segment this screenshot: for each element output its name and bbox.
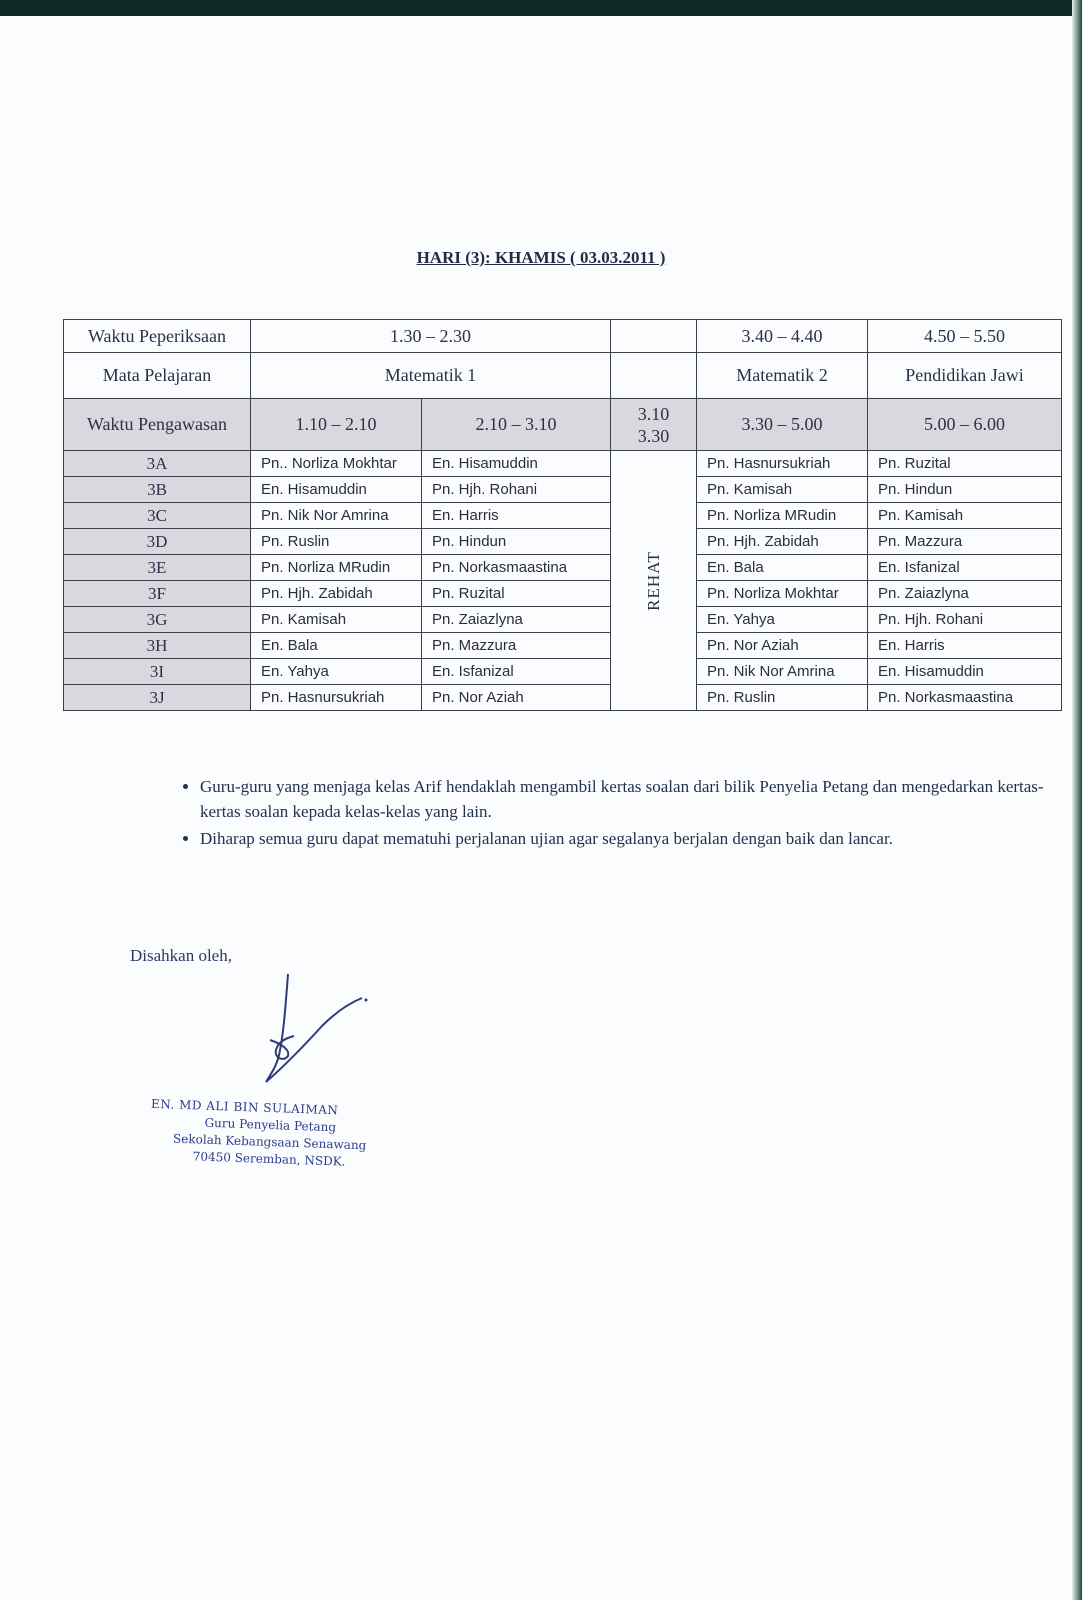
official-stamp: [149, 1096, 391, 1172]
teacher-cell: En. Yahya: [251, 659, 422, 685]
break-time: [611, 399, 697, 451]
exam-time-row: [64, 320, 1062, 353]
invig-time-4: 5.00 – 6.00: [868, 399, 1062, 451]
teacher-cell: Pn. Hjh. Rohani: [868, 607, 1062, 633]
class-cell: 3J: [64, 685, 251, 711]
approval-label: Disahkan oleh,: [130, 946, 232, 965]
teacher-cell: Pn. Ruslin: [251, 529, 422, 555]
subject-gap: [611, 353, 697, 399]
class-cell: 3E: [64, 555, 251, 581]
class-cell: 3H: [64, 633, 251, 659]
teacher-cell: En. Yahya: [697, 607, 868, 633]
scan-top-border: [0, 0, 1082, 16]
invig-time-1: 1.10 – 2.10: [251, 399, 422, 451]
teacher-cell: Pn. Norliza MRudin: [697, 503, 868, 529]
teacher-cell: Pn. Nik Nor Amrina: [697, 659, 868, 685]
class-cell: 3F: [64, 581, 251, 607]
table-row: [64, 607, 1062, 633]
table-row: [64, 685, 1062, 711]
teacher-cell: Pn. Kamisah: [697, 477, 868, 503]
teacher-cell: Pn. Hjh. Rohani: [422, 477, 611, 503]
page-title: HARI (3): KHAMIS ( 03.03.2011 ): [416, 248, 666, 267]
invigilation-time-row: [64, 399, 1062, 451]
teacher-cell: En. Bala: [251, 633, 422, 659]
exam-time-2: 3.40 – 4.40: [697, 320, 868, 353]
teacher-cell: Pn. Kamisah: [868, 503, 1062, 529]
subject-row: [64, 353, 1062, 399]
teacher-cell: Pn. Kamisah: [251, 607, 422, 633]
rehat-cell: [611, 451, 697, 711]
invig-time-3: 3.30 – 5.00: [697, 399, 868, 451]
note-item: • Diharap semua guru dapat mematuhi perjalanan ujian agar segalanya berjalan dengan baik dan lancar.: [200, 826, 1060, 851]
mata-pelajaran-label: Mata Pelajaran: [64, 353, 251, 399]
teacher-cell: Pn. Ruzital: [422, 581, 611, 607]
teacher-cell: En. Hisamuddin: [422, 451, 611, 477]
teacher-cell: Pn. Hindun: [422, 529, 611, 555]
exam-time-3: 4.50 – 5.50: [868, 320, 1062, 353]
teacher-cell: Pn. Hindun: [868, 477, 1062, 503]
teacher-cell: Pn. Norliza MRudin: [251, 555, 422, 581]
stamp-position: Guru Penyelia Petang: [204, 1115, 337, 1135]
subject-2: Matematik 2: [697, 353, 868, 399]
teacher-cell: Pn. Hjh. Zabidah: [251, 581, 422, 607]
invigilation-schedule-table: [63, 319, 1062, 711]
table-row: [64, 529, 1062, 555]
teacher-cell: Pn.. Norliza Mokhtar: [251, 451, 422, 477]
stamp-name: EN. MD ALI BIN SULAIMAN: [150, 1096, 339, 1118]
teacher-cell: Pn. Mazzura: [422, 633, 611, 659]
class-cell: 3B: [64, 477, 251, 503]
teacher-cell: En. Isfanizal: [422, 659, 611, 685]
teacher-cell: En. Hisamuddin: [868, 659, 1062, 685]
stamp-school: Sekolah Kebangsaan Senawang: [172, 1131, 367, 1153]
teacher-cell: Pn. Mazzura: [868, 529, 1062, 555]
table-row: [64, 659, 1062, 685]
class-cell: 3D: [64, 529, 251, 555]
stamp-address: 70450 Seremban, NSDK.: [192, 1149, 346, 1169]
teacher-cell: Pn. Nor Aziah: [422, 685, 611, 711]
class-cell: 3G: [64, 607, 251, 633]
note-item: • Guru-guru yang menjaga kelas Arif hendaklah mengambil kertas soalan dari bilik Penyelia Petang dan mengedarkan kertas-kertas soalan kepada kelas-kelas yang lain.: [200, 774, 1060, 824]
teacher-cell: Pn. Zaiazlyna: [422, 607, 611, 633]
table-row: [64, 503, 1062, 529]
teacher-cell: Pn. Nor Aziah: [697, 633, 868, 659]
class-cell: 3A: [64, 451, 251, 477]
teacher-cell: En. Bala: [697, 555, 868, 581]
teacher-cell: Pn. Zaiazlyna: [868, 581, 1062, 607]
table-row: [64, 451, 1062, 477]
teacher-cell: Pn. Ruzital: [868, 451, 1062, 477]
exam-time-gap: [611, 320, 697, 353]
scan-right-edge: [1072, 0, 1082, 1600]
teacher-cell: Pn. Hjh. Zabidah: [697, 529, 868, 555]
break-start: 3.10: [637, 403, 670, 424]
rehat-label: REHAT: [643, 550, 663, 611]
table-row: [64, 477, 1062, 503]
waktu-pengawasan-label: Waktu Pengawasan: [64, 399, 251, 451]
exam-time-1: 1.30 – 2.30: [251, 320, 611, 353]
notes-list: [178, 774, 1060, 853]
table-row: [64, 633, 1062, 659]
waktu-peperiksaan-label: Waktu Peperiksaan: [64, 320, 251, 353]
break-end: 3.30: [637, 425, 670, 446]
teacher-cell: Pn. Norkasmaastina: [422, 555, 611, 581]
teacher-cell: Pn. Hasnursukriah: [251, 685, 422, 711]
class-cell: 3I: [64, 659, 251, 685]
signature-image: [230, 970, 390, 1090]
table-row: [64, 555, 1062, 581]
table-row: [64, 581, 1062, 607]
subject-1: Matematik 1: [251, 353, 611, 399]
teacher-cell: En. Hisamuddin: [251, 477, 422, 503]
class-cell: 3C: [64, 503, 251, 529]
teacher-cell: Pn. Nik Nor Amrina: [251, 503, 422, 529]
teacher-cell: En. Harris: [422, 503, 611, 529]
teacher-cell: En. Harris: [868, 633, 1062, 659]
invig-time-2: 2.10 – 3.10: [422, 399, 611, 451]
teacher-cell: Pn. Ruslin: [697, 685, 868, 711]
teacher-cell: Pn. Norkasmaastina: [868, 685, 1062, 711]
teacher-cell: En. Isfanizal: [868, 555, 1062, 581]
subject-3: Pendidikan Jawi: [868, 353, 1062, 399]
teacher-cell: Pn. Hasnursukriah: [697, 451, 868, 477]
teacher-cell: Pn. Norliza Mokhtar: [697, 581, 868, 607]
